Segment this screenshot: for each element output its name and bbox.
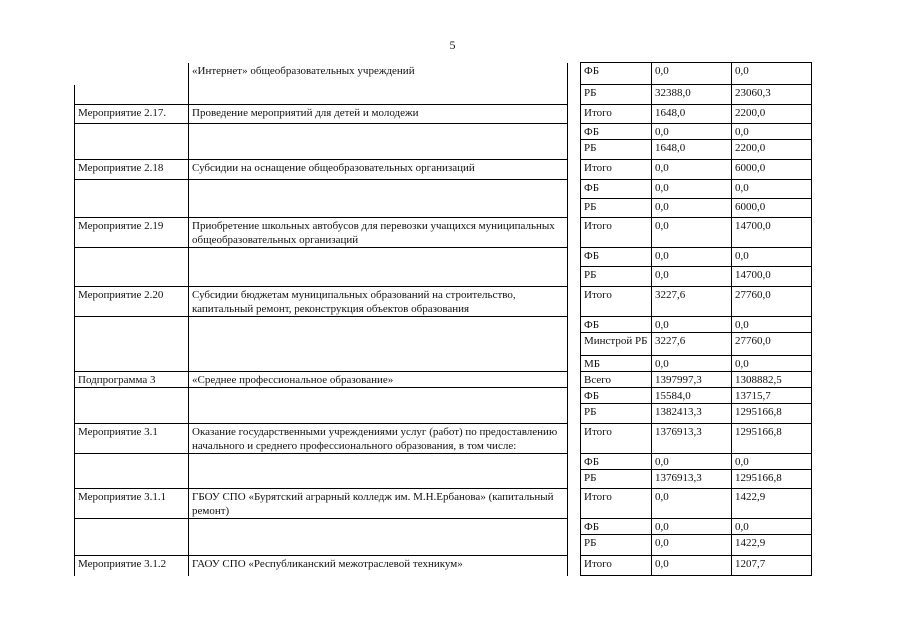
table-row bbox=[75, 388, 812, 404]
value-year1-cell: 15584,0 bbox=[652, 388, 732, 404]
row-id-cell bbox=[75, 63, 189, 85]
row-description-cell: Субсидии бюджетам муниципальных образований на строительство, капитальный ремонт, реконструкция объектов образования bbox=[189, 287, 568, 317]
row-description-cell bbox=[189, 388, 568, 404]
funding-source-cell: ФБ bbox=[581, 180, 652, 199]
row-description-cell: Приобретение школьных автобусов для перевозки учащихся муниципальных общеобразовательных организаций bbox=[189, 218, 568, 248]
value-year1-cell: 0,0 bbox=[652, 454, 732, 470]
value-year1-cell: 1382413,3 bbox=[652, 404, 732, 424]
row-description-cell: ГБОУ СПО «Бурятский аграрный колледж им. М.Н.Ербанова» (капитальный ремонт) bbox=[189, 489, 568, 519]
value-year1-cell: 0,0 bbox=[652, 218, 732, 248]
value-year2-cell: 2200,0 bbox=[732, 105, 812, 124]
row-id-cell bbox=[75, 85, 189, 105]
row-id-cell bbox=[75, 267, 189, 287]
value-year2-cell: 27760,0 bbox=[732, 287, 812, 317]
funding-source-cell: ФБ bbox=[581, 519, 652, 535]
value-year2-cell: 0,0 bbox=[732, 454, 812, 470]
column-gap bbox=[568, 218, 581, 248]
row-description-cell bbox=[189, 267, 568, 287]
funding-source-cell: ФБ bbox=[581, 63, 652, 85]
row-description-cell bbox=[189, 404, 568, 424]
row-id-cell bbox=[75, 199, 189, 218]
column-gap bbox=[568, 287, 581, 317]
row-id-cell bbox=[75, 470, 189, 489]
table-row bbox=[75, 556, 812, 576]
table-row bbox=[75, 248, 812, 267]
value-year1-cell: 32388,0 bbox=[652, 85, 732, 105]
column-gap bbox=[568, 317, 581, 333]
funding-source-cell: ФБ bbox=[581, 388, 652, 404]
value-year2-cell: 13715,7 bbox=[732, 388, 812, 404]
row-description-cell: «Среднее профессиональное образование» bbox=[189, 372, 568, 388]
budget-table bbox=[74, 62, 812, 576]
table-row bbox=[75, 535, 812, 556]
value-year1-cell: 0,0 bbox=[652, 124, 732, 140]
row-id-cell bbox=[75, 124, 189, 140]
column-gap bbox=[568, 85, 581, 105]
column-gap bbox=[568, 63, 581, 85]
value-year1-cell: 1376913,3 bbox=[652, 424, 732, 454]
value-year1-cell: 0,0 bbox=[652, 248, 732, 267]
funding-source-cell: РБ bbox=[581, 199, 652, 218]
column-gap bbox=[568, 519, 581, 535]
column-gap bbox=[568, 199, 581, 218]
value-year2-cell: 0,0 bbox=[732, 180, 812, 199]
value-year1-cell: 0,0 bbox=[652, 489, 732, 519]
row-id-cell bbox=[75, 404, 189, 424]
row-id-cell: Мероприятие 3.1.2 bbox=[75, 556, 189, 576]
value-year2-cell: 23060,3 bbox=[732, 85, 812, 105]
row-id-cell bbox=[75, 388, 189, 404]
table-row bbox=[75, 404, 812, 424]
row-id-cell bbox=[75, 140, 189, 160]
page-number: 5 bbox=[449, 38, 456, 52]
value-year1-cell: 1397997,3 bbox=[652, 372, 732, 388]
row-id-cell: Мероприятие 2.18 bbox=[75, 160, 189, 180]
value-year1-cell: 0,0 bbox=[652, 519, 732, 535]
column-gap bbox=[568, 470, 581, 489]
table-row bbox=[75, 519, 812, 535]
row-description-cell: Проведение мероприятий для детей и молодежи bbox=[189, 105, 568, 124]
column-gap bbox=[568, 489, 581, 519]
funding-source-cell: РБ bbox=[581, 85, 652, 105]
table-row bbox=[75, 140, 812, 160]
funding-source-cell: Итого bbox=[581, 160, 652, 180]
row-id-cell bbox=[75, 356, 189, 372]
table-row bbox=[75, 124, 812, 140]
column-gap bbox=[568, 180, 581, 199]
table-row bbox=[75, 267, 812, 287]
column-gap bbox=[568, 388, 581, 404]
value-year1-cell: 1648,0 bbox=[652, 105, 732, 124]
value-year2-cell: 0,0 bbox=[732, 519, 812, 535]
column-gap bbox=[568, 535, 581, 556]
column-gap bbox=[568, 454, 581, 470]
column-gap bbox=[568, 356, 581, 372]
table-row bbox=[75, 105, 812, 124]
column-gap bbox=[568, 267, 581, 287]
row-id-cell: Мероприятие 2.17. bbox=[75, 105, 189, 124]
funding-source-cell: Итого bbox=[581, 424, 652, 454]
value-year1-cell: 0,0 bbox=[652, 356, 732, 372]
column-gap bbox=[568, 372, 581, 388]
row-description-cell bbox=[189, 199, 568, 218]
column-gap bbox=[568, 404, 581, 424]
row-id-cell bbox=[75, 333, 189, 356]
value-year2-cell: 1295166,8 bbox=[732, 424, 812, 454]
value-year1-cell: 1648,0 bbox=[652, 140, 732, 160]
row-id-cell bbox=[75, 519, 189, 535]
row-id-cell: Подпрограмма 3 bbox=[75, 372, 189, 388]
row-description-cell: «Интернет» общеобразовательных учреждений bbox=[189, 63, 568, 85]
funding-source-cell: Итого bbox=[581, 218, 652, 248]
row-description-cell: ГАОУ СПО «Республиканский межотраслевой техникум» bbox=[189, 556, 568, 576]
value-year2-cell: 1295166,8 bbox=[732, 404, 812, 424]
value-year2-cell: 0,0 bbox=[732, 63, 812, 85]
value-year1-cell: 1376913,3 bbox=[652, 470, 732, 489]
row-description-cell bbox=[189, 470, 568, 489]
funding-source-cell: РБ bbox=[581, 404, 652, 424]
row-description-cell bbox=[189, 535, 568, 556]
table-row bbox=[75, 333, 812, 356]
funding-source-cell: ФБ bbox=[581, 124, 652, 140]
funding-source-cell: Итого bbox=[581, 287, 652, 317]
funding-source-cell: МБ bbox=[581, 356, 652, 372]
row-id-cell: Мероприятие 2.19 bbox=[75, 218, 189, 248]
funding-source-cell: Минстрой РБ bbox=[581, 333, 652, 356]
table-row bbox=[75, 489, 812, 519]
table-row bbox=[75, 454, 812, 470]
funding-source-cell: Всего bbox=[581, 372, 652, 388]
column-gap bbox=[568, 248, 581, 267]
row-description-cell bbox=[189, 333, 568, 356]
column-gap bbox=[568, 124, 581, 140]
funding-source-cell: ФБ bbox=[581, 248, 652, 267]
value-year2-cell: 27760,0 bbox=[732, 333, 812, 356]
value-year2-cell: 1308882,5 bbox=[732, 372, 812, 388]
table-row bbox=[75, 372, 812, 388]
value-year2-cell: 0,0 bbox=[732, 317, 812, 333]
value-year2-cell: 1422,9 bbox=[732, 535, 812, 556]
value-year1-cell: 0,0 bbox=[652, 63, 732, 85]
value-year2-cell: 14700,0 bbox=[732, 267, 812, 287]
value-year1-cell: 3227,6 bbox=[652, 287, 732, 317]
budget-table-body bbox=[75, 63, 812, 576]
value-year2-cell: 1422,9 bbox=[732, 489, 812, 519]
table-row bbox=[75, 287, 812, 317]
table-row bbox=[75, 470, 812, 489]
value-year2-cell: 14700,0 bbox=[732, 218, 812, 248]
row-description-cell bbox=[189, 519, 568, 535]
column-gap bbox=[568, 140, 581, 160]
row-id-cell: Мероприятие 3.1.1 bbox=[75, 489, 189, 519]
row-description-cell: Субсидии на оснащение общеобразовательных организаций bbox=[189, 160, 568, 180]
table-row bbox=[75, 160, 812, 180]
value-year2-cell: 0,0 bbox=[732, 124, 812, 140]
table-row bbox=[75, 317, 812, 333]
value-year2-cell: 1295166,8 bbox=[732, 470, 812, 489]
funding-source-cell: РБ bbox=[581, 140, 652, 160]
row-id-cell: Мероприятие 2.20 bbox=[75, 287, 189, 317]
row-id-cell bbox=[75, 317, 189, 333]
value-year1-cell: 0,0 bbox=[652, 535, 732, 556]
funding-source-cell: РБ bbox=[581, 535, 652, 556]
row-description-cell bbox=[189, 124, 568, 140]
row-description-cell bbox=[189, 356, 568, 372]
value-year2-cell: 2200,0 bbox=[732, 140, 812, 160]
table-row bbox=[75, 63, 812, 85]
value-year2-cell: 1207,7 bbox=[732, 556, 812, 576]
funding-source-cell: Итого bbox=[581, 105, 652, 124]
row-description-cell bbox=[189, 248, 568, 267]
value-year2-cell: 0,0 bbox=[732, 356, 812, 372]
column-gap bbox=[568, 105, 581, 124]
column-gap bbox=[568, 424, 581, 454]
funding-source-cell: ФБ bbox=[581, 454, 652, 470]
table-row bbox=[75, 180, 812, 199]
funding-source-cell: РБ bbox=[581, 267, 652, 287]
value-year1-cell: 3227,6 bbox=[652, 333, 732, 356]
value-year1-cell: 0,0 bbox=[652, 317, 732, 333]
row-id-cell bbox=[75, 535, 189, 556]
value-year1-cell: 0,0 bbox=[652, 556, 732, 576]
table-row bbox=[75, 199, 812, 218]
row-description-cell bbox=[189, 317, 568, 333]
value-year1-cell: 0,0 bbox=[652, 180, 732, 199]
value-year1-cell: 0,0 bbox=[652, 160, 732, 180]
row-description-cell: Оказание государственными учреждениями услуг (работ) по предоставлению начального и среднего профессионального образования, в том числе: bbox=[189, 424, 568, 454]
row-id-cell: Мероприятие 3.1 bbox=[75, 424, 189, 454]
table-row bbox=[75, 85, 812, 105]
funding-source-cell: Итого bbox=[581, 556, 652, 576]
column-gap bbox=[568, 556, 581, 576]
funding-source-cell: Итого bbox=[581, 489, 652, 519]
row-description-cell bbox=[189, 454, 568, 470]
value-year2-cell: 0,0 bbox=[732, 248, 812, 267]
row-id-cell bbox=[75, 248, 189, 267]
row-description-cell bbox=[189, 180, 568, 199]
row-description-cell bbox=[189, 140, 568, 160]
row-id-cell bbox=[75, 180, 189, 199]
column-gap bbox=[568, 160, 581, 180]
funding-source-cell: ФБ bbox=[581, 317, 652, 333]
row-id-cell bbox=[75, 454, 189, 470]
value-year2-cell: 6000,0 bbox=[732, 199, 812, 218]
table-row bbox=[75, 218, 812, 248]
table-row bbox=[75, 356, 812, 372]
value-year2-cell: 6000,0 bbox=[732, 160, 812, 180]
value-year1-cell: 0,0 bbox=[652, 199, 732, 218]
funding-source-cell: РБ bbox=[581, 470, 652, 489]
table-row bbox=[75, 424, 812, 454]
row-description-cell bbox=[189, 85, 568, 105]
column-gap bbox=[568, 333, 581, 356]
value-year1-cell: 0,0 bbox=[652, 267, 732, 287]
